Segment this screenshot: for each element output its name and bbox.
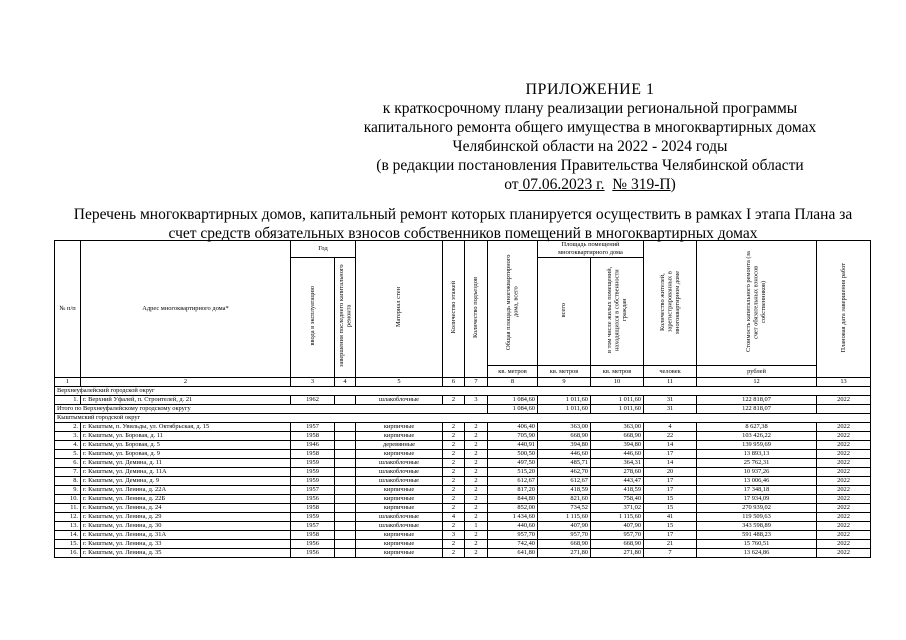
row-address: г. Кыштым, ул. Ленина, д. 22Б: [81, 495, 291, 504]
row-total-area: 497,50: [488, 459, 538, 468]
row-number: 3.: [55, 432, 81, 441]
column-number: 10: [591, 378, 644, 387]
row-citizens-area: 443,47: [591, 477, 644, 486]
table-row: [55, 441, 871, 450]
row-completion: 2022: [817, 468, 871, 477]
row-premises-area: 1 011,60: [538, 396, 591, 405]
row-residents: 41: [644, 513, 697, 522]
table-row: [55, 540, 871, 549]
appendix-decree-line: [330, 175, 850, 194]
table-row: [55, 477, 871, 486]
row-repair-year: [335, 504, 356, 513]
unit-premises-total: кв. метров: [538, 366, 591, 378]
row-premises-area: 485,71: [538, 459, 591, 468]
row-address: г. Верхний Уфалей, п. Строителей, д. 21: [81, 396, 291, 405]
row-completion: 2022: [817, 504, 871, 513]
row-cost: 10 937,26: [697, 468, 817, 477]
region-name: Верхнеуфалейский городской округ: [55, 387, 871, 396]
table-row: [55, 504, 871, 513]
row-material: кирпичные: [356, 549, 443, 558]
row-number: 16.: [55, 549, 81, 558]
heading-line: счет средств обязательных взносов собственников помещений в многоквартирных домах: [168, 225, 758, 242]
row-floors: 4: [443, 513, 465, 522]
row-address: г. Кыштым, ул. Демина, д. 9: [81, 477, 291, 486]
row-cost: 8 627,38: [697, 423, 817, 432]
row-repair-year: [335, 549, 356, 558]
row-year: 1956: [291, 495, 335, 504]
column-number: 12: [697, 378, 817, 387]
row-premises-area: 394,80: [538, 441, 591, 450]
row-residents: 15: [644, 495, 697, 504]
header-wall-material: Материал стен: [356, 241, 443, 378]
row-cost: 17 348,18: [697, 486, 817, 495]
row-premises-area: 821,60: [538, 495, 591, 504]
row-citizens-area: 364,31: [591, 459, 644, 468]
table-row: [55, 522, 871, 531]
row-residents: 17: [644, 486, 697, 495]
appendix-line: к краткосрочному плану реализации региональной программы: [382, 100, 798, 117]
row-residents: 14: [644, 459, 697, 468]
row-citizens-area: 1 115,60: [591, 513, 644, 522]
citizens-area-sum: 1 011,60: [591, 405, 644, 414]
row-material: шлакоблочные: [356, 459, 443, 468]
row-completion: 2022: [817, 432, 871, 441]
row-material: кирпичные: [356, 495, 443, 504]
column-number: 9: [538, 378, 591, 387]
row-material: кирпичные: [356, 432, 443, 441]
row-entrances: 2: [465, 432, 488, 441]
table-row: [55, 468, 871, 477]
row-completion: 2022: [817, 423, 871, 432]
row-year: 1959: [291, 477, 335, 486]
row-floors: 2: [443, 477, 465, 486]
row-completion: 2022: [817, 477, 871, 486]
header-year-commission: ввода в эксплуатацию: [291, 258, 335, 378]
table-row: [55, 495, 871, 504]
row-address: г. Кыштым, ул. Ленина, д. 24: [81, 504, 291, 513]
row-residents: 21: [644, 540, 697, 549]
row-number: 4.: [55, 441, 81, 450]
appendix-line: Челябинской области на 2022 - 2024 годы: [452, 138, 728, 155]
row-premises-area: 363,00: [538, 423, 591, 432]
row-number: 2.: [55, 423, 81, 432]
row-material: кирпичные: [356, 423, 443, 432]
region-total-label: Итого по Верхнеуфалейскому городскому округу: [55, 405, 488, 414]
row-residents: 20: [644, 468, 697, 477]
row-total-area: 500,50: [488, 450, 538, 459]
header-year-last-repair: завершения последнего капитального ремонта: [335, 258, 356, 378]
row-total-area: 641,80: [488, 549, 538, 558]
row-year: 1957: [291, 522, 335, 531]
table-row: [55, 513, 871, 522]
row-cost: 15 760,51: [697, 540, 817, 549]
row-premises-area: 407,90: [538, 522, 591, 531]
row-completion: 2022: [817, 450, 871, 459]
row-residents: 31: [644, 396, 697, 405]
row-citizens-area: 278,60: [591, 468, 644, 477]
unit-residents: человек: [644, 366, 697, 378]
row-number: 1.: [55, 396, 81, 405]
row-floors: 2: [443, 504, 465, 513]
row-address: г. Кыштым, ул. Демина, д. 11: [81, 459, 291, 468]
region-total-row: [55, 405, 871, 414]
row-floors: 2: [443, 432, 465, 441]
row-address: г. Кыштым, ул. Ленина, д. 31А: [81, 531, 291, 540]
row-cost: 270 939,02: [697, 504, 817, 513]
row-completion: 2022: [817, 522, 871, 531]
row-citizens-area: 418,59: [591, 486, 644, 495]
row-number: 5.: [55, 450, 81, 459]
table-row: [55, 459, 871, 468]
row-citizens-area: 363,00: [591, 423, 644, 432]
column-number: 7: [465, 378, 488, 387]
row-material: шлакоблочные: [356, 396, 443, 405]
decree-date: 07.06.2023 г.: [518, 176, 605, 193]
row-completion: 2022: [817, 531, 871, 540]
row-premises-area: 1 115,60: [538, 513, 591, 522]
row-repair-year: [335, 531, 356, 540]
appendix-line: капитального ремонта общего имущества в многоквартирных домах: [363, 119, 817, 136]
row-premises-area: 612,67: [538, 477, 591, 486]
row-floors: 2: [443, 495, 465, 504]
row-premises-area: 462,70: [538, 468, 591, 477]
row-completion: 2022: [817, 540, 871, 549]
row-total-area: 705,90: [488, 432, 538, 441]
row-residents: 17: [644, 477, 697, 486]
row-citizens-area: 668,90: [591, 540, 644, 549]
row-completion: 2022: [817, 459, 871, 468]
row-address: г. Кыштым, ул. Боровая, д. 9: [81, 450, 291, 459]
column-number: 5: [356, 378, 443, 387]
row-cost: 103 426,22: [697, 432, 817, 441]
row-year: 1956: [291, 549, 335, 558]
row-cost: 13 006,46: [697, 477, 817, 486]
row-number: 13.: [55, 522, 81, 531]
row-premises-area: 271,80: [538, 549, 591, 558]
row-total-area: 742,40: [488, 540, 538, 549]
row-citizens-area: 271,80: [591, 549, 644, 558]
row-address: г. Кыштым, ул. Боровая, д. 5: [81, 441, 291, 450]
row-entrances: 2: [465, 495, 488, 504]
row-citizens-area: 371,02: [591, 504, 644, 513]
decree-number: № 319-П: [612, 176, 671, 193]
row-citizens-area: 668,90: [591, 432, 644, 441]
row-floors: 2: [443, 486, 465, 495]
row-material: кирпичные: [356, 450, 443, 459]
table-row: [55, 396, 871, 405]
row-total-area: 957,70: [488, 531, 538, 540]
row-floors: 2: [443, 450, 465, 459]
row-residents: 22: [644, 432, 697, 441]
row-total-area: 440,91: [488, 441, 538, 450]
row-material: шлакоблочные: [356, 513, 443, 522]
header-premises-citizens: в том числе жилых помещений, находящихся в собственности граждан: [591, 258, 644, 366]
row-address: г. Кыштым, ул. Ленина, д. 22А: [81, 486, 291, 495]
row-total-area: 1 434,60: [488, 513, 538, 522]
header-cost: Стоимость капитального ремонта (за счет обязательных взносов собственников): [697, 241, 817, 366]
column-number: 4: [335, 378, 356, 387]
header-completion: Плановая дата завершения работ: [817, 241, 871, 378]
row-repair-year: [335, 450, 356, 459]
row-premises-area: 957,70: [538, 531, 591, 540]
total-area-sum: 1 084,60: [488, 405, 538, 414]
row-number: 11.: [55, 504, 81, 513]
row-cost: 13 893,13: [697, 450, 817, 459]
column-number: 8: [488, 378, 538, 387]
row-residents: 17: [644, 450, 697, 459]
row-premises-area: 668,90: [538, 432, 591, 441]
column-number: 3: [291, 378, 335, 387]
row-entrances: 1: [465, 522, 488, 531]
row-residents: 7: [644, 549, 697, 558]
row-repair-year: [335, 513, 356, 522]
row-cost: 122 818,07: [697, 396, 817, 405]
header-year: Год: [291, 241, 356, 258]
column-number: 11: [644, 378, 697, 387]
row-material: деревянные: [356, 441, 443, 450]
header-entrances: Количество подъездов: [465, 241, 488, 378]
row-completion: 2022: [817, 396, 871, 405]
row-floors: 2: [443, 540, 465, 549]
row-material: кирпичные: [356, 540, 443, 549]
row-address: г. Кыштым, ул. Демина, д. 11А: [81, 468, 291, 477]
row-citizens-area: 758,40: [591, 495, 644, 504]
appendix-from: от: [504, 176, 519, 193]
row-entrances: 2: [465, 468, 488, 477]
row-entrances: 2: [465, 540, 488, 549]
row-citizens-area: 394,80: [591, 441, 644, 450]
row-entrances: 2: [465, 441, 488, 450]
column-number: 1: [55, 378, 81, 387]
row-total-area: 1 084,60: [488, 396, 538, 405]
table-row: [55, 450, 871, 459]
row-floors: 2: [443, 549, 465, 558]
row-citizens-area: 446,60: [591, 450, 644, 459]
row-entrances: 2: [465, 531, 488, 540]
column-number: 13: [817, 378, 871, 387]
row-completion: 2022: [817, 486, 871, 495]
table-body: [55, 387, 871, 558]
column-number: 6: [443, 378, 465, 387]
table-row: [55, 549, 871, 558]
row-address: г. Кыштым, ул. Боровая, д. 11: [81, 432, 291, 441]
unit-total-area: кв. метров: [488, 366, 538, 378]
row-repair-year: [335, 432, 356, 441]
row-total-area: 817,20: [488, 486, 538, 495]
column-number: 2: [81, 378, 291, 387]
unit-premises-citizens: кв. метров: [591, 366, 644, 378]
row-entrances: 2: [465, 477, 488, 486]
row-year: 1946: [291, 441, 335, 450]
row-floors: 2: [443, 468, 465, 477]
row-material: шлакоблочные: [356, 522, 443, 531]
row-completion: 2022: [817, 495, 871, 504]
row-repair-year: [335, 468, 356, 477]
row-floors: 2: [443, 522, 465, 531]
row-entrances: 2: [465, 423, 488, 432]
appendix-title: ПРИЛОЖЕНИЕ 1: [525, 81, 655, 98]
row-floors: 2: [443, 423, 465, 432]
row-address: г. Кыштым, п. Увильды, ул. Октябрьская, д. 15: [81, 423, 291, 432]
row-entrances: 3: [465, 396, 488, 405]
row-floors: 2: [443, 396, 465, 405]
header-premises-total: всего: [538, 258, 591, 366]
row-premises-area: 446,60: [538, 450, 591, 459]
row-total-area: 844,80: [488, 495, 538, 504]
row-repair-year: [335, 423, 356, 432]
region-row: [55, 414, 871, 423]
row-entrances: 2: [465, 459, 488, 468]
appendix-line: (в редакции постановления Правительства Челябинской области: [376, 157, 804, 174]
row-number: 10.: [55, 495, 81, 504]
row-repair-year: [335, 486, 356, 495]
premises-area-sum: 1 011,60: [538, 405, 591, 414]
row-cost: 119 509,63: [697, 513, 817, 522]
row-cost: 343 598,89: [697, 522, 817, 531]
row-entrances: 2: [465, 549, 488, 558]
row-year: 1958: [291, 504, 335, 513]
row-completion: 2022: [817, 549, 871, 558]
row-address: г. Кыштым, ул. Ленина, д. 29: [81, 513, 291, 522]
row-completion: 2022: [817, 513, 871, 522]
row-year: 1957: [291, 486, 335, 495]
row-entrances: 2: [465, 486, 488, 495]
row-year: 1958: [291, 432, 335, 441]
row-citizens-area: 407,90: [591, 522, 644, 531]
row-repair-year: [335, 441, 356, 450]
row-repair-year: [335, 459, 356, 468]
header-num: № п/п: [55, 241, 81, 378]
houses-table: [54, 240, 871, 558]
row-cost: 591 488,23: [697, 531, 817, 540]
row-cost: 139 959,69: [697, 441, 817, 450]
appendix-close-paren: ): [670, 176, 676, 193]
row-total-area: 515,20: [488, 468, 538, 477]
row-material: шлакоблочные: [356, 477, 443, 486]
row-number: 7.: [55, 468, 81, 477]
row-number: 8.: [55, 477, 81, 486]
row-completion: 2022: [817, 441, 871, 450]
row-year: 1956: [291, 540, 335, 549]
unit-cost: рублей: [697, 366, 817, 378]
header-total-area: Общая площадь многоквартирного дома, всего: [488, 241, 538, 366]
row-total-area: 852,00: [488, 504, 538, 513]
row-residents: 15: [644, 504, 697, 513]
heading-line: Перечень многоквартирных домов, капитальный ремонт которых планируется осуществить в рамках I этапа Плана за: [73, 206, 853, 223]
row-address: г. Кыштым, ул. Ленина, д. 33: [81, 540, 291, 549]
row-residents: 4: [644, 423, 697, 432]
row-total-area: 440,60: [488, 522, 538, 531]
row-cost: 13 624,86: [697, 549, 817, 558]
row-address: г. Кыштым, ул. Ленина, д. 30: [81, 522, 291, 531]
row-entrances: 2: [465, 450, 488, 459]
row-material: шлакоблочные: [356, 468, 443, 477]
row-floors: 2: [443, 441, 465, 450]
row-year: 1959: [291, 459, 335, 468]
row-entrances: 2: [465, 504, 488, 513]
row-total-area: 406,40: [488, 423, 538, 432]
row-repair-year: [335, 477, 356, 486]
header-address: Адрес многоквартирного дома*: [81, 241, 291, 378]
row-cost: 25 762,31: [697, 459, 817, 468]
appendix-block: [330, 80, 850, 194]
row-citizens-area: 957,70: [591, 531, 644, 540]
table-row: [55, 531, 871, 540]
header-premises-area: Площадь помещений многоквартирного дома: [538, 241, 644, 258]
table-row: [55, 486, 871, 495]
row-number: 9.: [55, 486, 81, 495]
row-floors: 2: [443, 459, 465, 468]
row-floors: 3: [443, 531, 465, 540]
residents-sum: 31: [644, 405, 697, 414]
row-citizens-area: 1 011,60: [591, 396, 644, 405]
document-heading: [40, 205, 886, 243]
row-year: 1962: [291, 396, 335, 405]
row-repair-year: [335, 396, 356, 405]
row-material: кирпичные: [356, 486, 443, 495]
row-number: 12.: [55, 513, 81, 522]
row-address: г. Кыштым, ул. Ленина, д. 35: [81, 549, 291, 558]
row-number: 14.: [55, 531, 81, 540]
row-premises-area: 734,52: [538, 504, 591, 513]
row-year: 1958: [291, 531, 335, 540]
row-repair-year: [335, 522, 356, 531]
row-year: 1958: [291, 450, 335, 459]
row-year: 1957: [291, 423, 335, 432]
cost-sum: 122 818,07: [697, 405, 817, 414]
total-empty-cell: [817, 405, 871, 414]
row-residents: 14: [644, 441, 697, 450]
row-number: 6.: [55, 459, 81, 468]
row-residents: 15: [644, 522, 697, 531]
row-material: кирпичные: [356, 504, 443, 513]
row-premises-area: 418,59: [538, 486, 591, 495]
row-year: 1959: [291, 513, 335, 522]
header-floors: Количество этажей: [443, 241, 465, 378]
region-row: [55, 387, 871, 396]
table-row: [55, 432, 871, 441]
row-premises-area: 668,90: [538, 540, 591, 549]
row-number: 15.: [55, 540, 81, 549]
row-entrances: 2: [465, 513, 488, 522]
table-row: [55, 423, 871, 432]
header-residents: Количество жителей, зарегистрированных в многоквартирном доме: [644, 241, 697, 366]
row-cost: 17 934,09: [697, 495, 817, 504]
row-material: кирпичные: [356, 531, 443, 540]
region-name: Кыштымский городской округ: [55, 414, 871, 423]
row-residents: 17: [644, 531, 697, 540]
row-repair-year: [335, 540, 356, 549]
row-year: 1959: [291, 468, 335, 477]
row-repair-year: [335, 495, 356, 504]
row-total-area: 612,67: [488, 477, 538, 486]
